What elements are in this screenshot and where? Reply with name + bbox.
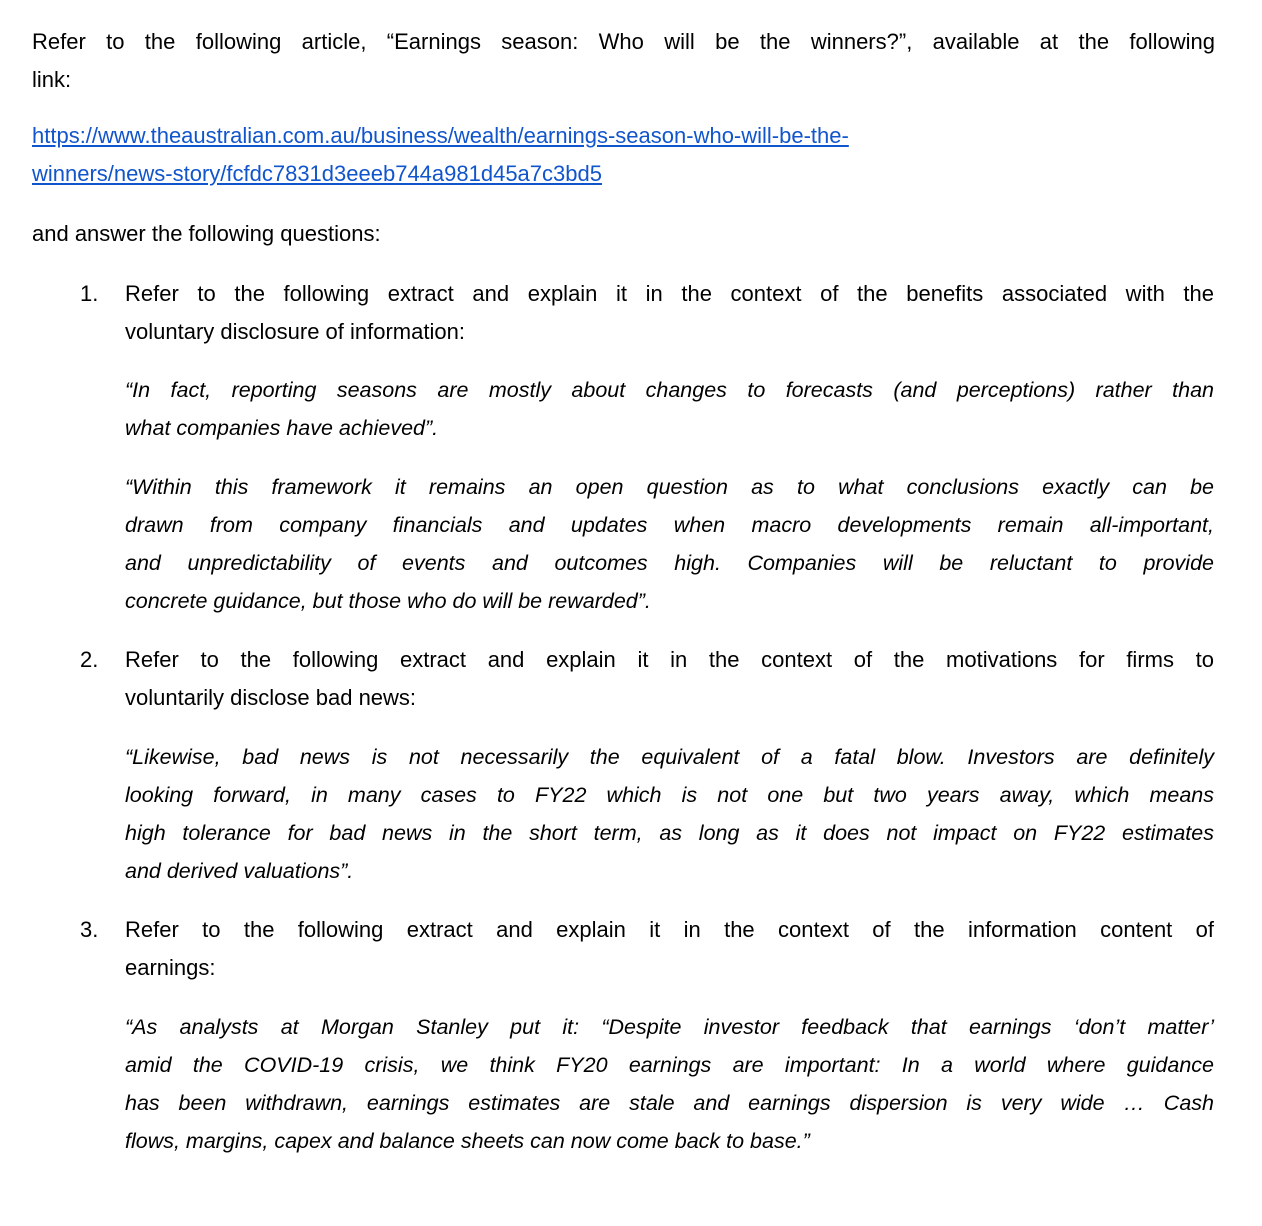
text-line: voluntary disclosure of information: xyxy=(125,319,465,344)
text-line: drawn from company financials and updates when macro developments remain all-important, xyxy=(125,513,1214,537)
text-line: what companies have achieved”. xyxy=(125,416,439,440)
text-line: earnings: xyxy=(125,955,216,980)
question-2-quote xyxy=(125,738,1214,890)
text-line: and unpredictability of events and outcomes high. Companies will be reluctant to provide xyxy=(125,551,1214,575)
text-line: flows, margins, capex and balance sheets can now come back to base.” xyxy=(125,1129,810,1153)
article-link-line[interactable]: https://www.theaustralian.com.au/business/wealth/earnings-season-who-will-be-the- xyxy=(32,123,849,148)
question-3-text xyxy=(125,911,1214,987)
text-line: high tolerance for bad news in the short term, as long as it does not impact on FY22 estimates xyxy=(125,821,1214,845)
question-2-text xyxy=(125,641,1214,717)
intro-paragraph xyxy=(32,23,1215,99)
text-line: “As analysts at Morgan Stanley put it: “Despite investor feedback that earnings ‘don’t matter’ xyxy=(125,1015,1214,1039)
text-line: and derived valuations”. xyxy=(125,859,354,883)
text-line: Refer to the following article, “Earnings season: Who will be the winners?”, available at the following xyxy=(32,29,1215,54)
text-line: voluntarily disclose bad news: xyxy=(125,685,417,710)
text-line: has been withdrawn, earnings estimates are stale and earnings dispersion is very wide … Cash xyxy=(125,1091,1214,1115)
question-1-quote xyxy=(125,371,1214,447)
text-line: amid the COVID-19 crisis, we think FY20 earnings are important: In a world where guidance xyxy=(125,1053,1214,1077)
text-line: “Within this framework it remains an open question as to what conclusions exactly can be xyxy=(125,475,1214,499)
text-line: Refer to the following extract and explain it in the context of the information content of xyxy=(125,917,1214,942)
article-link[interactable] xyxy=(32,117,1132,193)
question-1-quote xyxy=(125,468,1214,620)
question-3-quote xyxy=(125,1008,1214,1160)
text-line: link: xyxy=(32,67,72,92)
question-number: 2. xyxy=(80,647,99,672)
article-link-line[interactable]: winners/news-story/fcfdc7831d3eeeb744a981d45a7c3bd5 xyxy=(32,161,602,186)
text-line: concrete guidance, but those who do will be rewarded”. xyxy=(125,589,651,613)
question-number: 3. xyxy=(80,917,99,942)
lead-paragraph: and answer the following questions: xyxy=(32,221,381,246)
text-line: looking forward, in many cases to FY22 which is not one but two years away, which means xyxy=(125,783,1214,807)
text-line: “In fact, reporting seasons are mostly about changes to forecasts (and perceptions) rather than xyxy=(125,378,1214,402)
question-number: 1. xyxy=(80,281,99,306)
text-line: Refer to the following extract and explain it in the context of the benefits associated with the xyxy=(125,281,1214,306)
question-1-text xyxy=(125,275,1214,351)
text-line: Refer to the following extract and explain it in the context of the motivations for firms to xyxy=(125,647,1214,672)
text-line: “Likewise, bad news is not necessarily the equivalent of a fatal blow. Investors are definitely xyxy=(125,745,1214,769)
